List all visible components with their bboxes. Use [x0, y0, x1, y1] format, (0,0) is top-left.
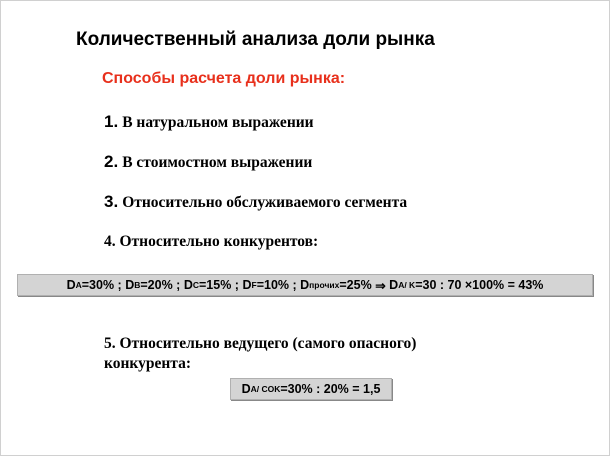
list-item-4 — [104, 233, 318, 251]
list-item-3 — [104, 192, 407, 212]
implies-arrow-icon: ⇒ — [375, 278, 386, 293]
list-item-text: В натуральном выражении — [122, 114, 314, 131]
list-item-text: Относительно конкурентов: — [119, 233, 319, 250]
slide-subtitle: Способы расчета доли рынка: — [102, 70, 346, 87]
leader-share-formula: D A/ COK =30% : 20% = 1,5 — [230, 378, 392, 400]
list-item-text: В стоимостном выражении — [122, 154, 313, 171]
list-item-2 — [104, 152, 312, 172]
market-share-formula: D A =30% ; D B =20% ; D C =15% ; D F =10% ; D прочих =25% ⇒ D A/ K =30 : 70 ×100% = 43% — [17, 274, 593, 296]
slide-title: Количественный анализа доли рынка — [76, 29, 435, 50]
list-item-text: Относительно обслуживаемого сегмента — [122, 194, 408, 211]
list-item-number: 1. — [104, 112, 119, 131]
list-item-5 — [104, 334, 416, 374]
list-item-number: 2. — [104, 152, 119, 171]
list-item-1 — [104, 112, 314, 132]
list-item-5-line2: конкурента: — [104, 355, 192, 372]
list-item-5-line1: 5. Относительно ведущего (самого опасного) — [104, 335, 417, 352]
list-item-number: 3. — [104, 192, 119, 211]
list-item-number: 4. — [104, 233, 116, 250]
